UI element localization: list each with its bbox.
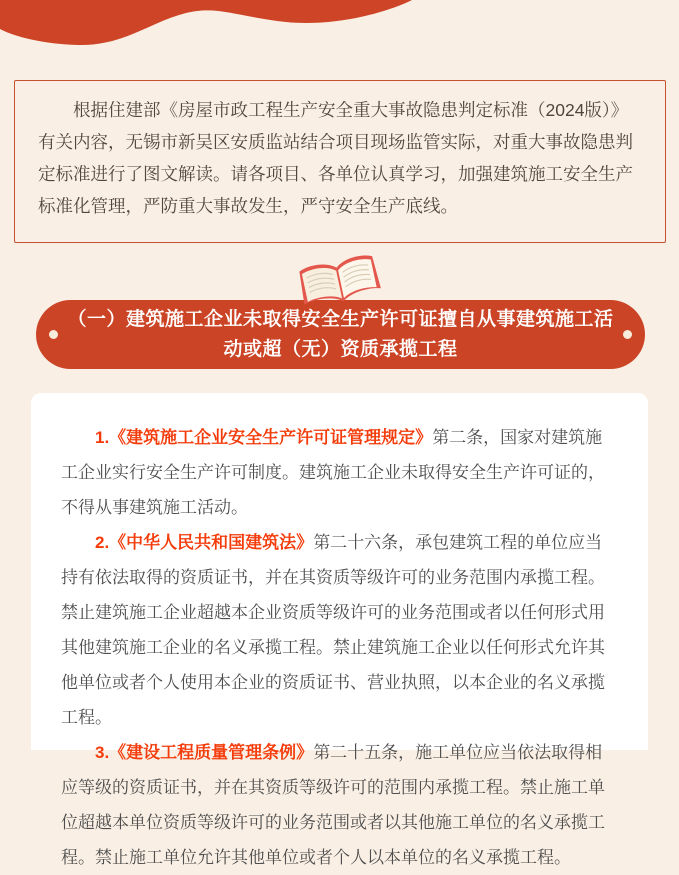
- banner-dot-left: [49, 330, 58, 339]
- section-title: （一）建筑施工企业未取得安全生产许可证擅自从事建筑施工活动或超（无）资质承揽工程: [67, 308, 614, 360]
- law-body-text: 第二条，国家对建筑施工企业实行安全生产许可制度。建筑施工企业未取得安全生产许可证的，不得从事建筑施工活动。: [61, 428, 605, 517]
- law-paragraph: [61, 735, 618, 875]
- law-body-text: 第二十六条，承包建筑工程的单位应当持有依法取得的资质证书，并在其资质等级许可的业务范围内承揽工程。禁止建筑施工企业超越本企业资质等级许可的业务范围或者以任何形式用其他建筑施工企业的名义承揽工程。禁止建筑施工企业以任何形式允许其他单位或者个人使用本企业的资质证书、营业执照，以本企业的名义承揽工程。: [61, 533, 605, 727]
- intro-text: 根据住建部《房屋市政工程生产安全重大事故隐患判定标准（2024版）》有关内容，无锡市新吴区安质监站结合项目现场监管实际，对重大事故隐患判定标准进行了图文解读。请各项目、各单位认真学习，加强建筑施工安全生产标准化管理，严防重大事故发生，严守安全生产底线。: [38, 100, 633, 216]
- law-ref-title: 2.《中华人民共和国建筑法》: [95, 533, 314, 552]
- law-body-text: 第二十五条，施工单位应当依法取得相应等级的资质证书，并在其资质等级许可的范围内承揽工程。禁止施工单位超越本单位资质等级许可的业务范围或者以其他施工单位的名义承揽工程。禁止施工单位允许其他单位或者个人以本单位的名义承揽工程。: [61, 743, 605, 867]
- law-paragraph: [61, 525, 618, 735]
- law-ref-title: 1.《建筑施工企业安全生产许可证管理规定》: [95, 428, 433, 447]
- intro-box: [14, 80, 666, 243]
- banner-dot-right: [623, 330, 632, 339]
- law-paragraph: [61, 420, 618, 525]
- law-ref-title: 3.《建设工程质量管理条例》: [95, 743, 314, 762]
- header-wave-shape: [0, 0, 679, 50]
- content-card: [31, 393, 648, 867]
- open-book-icon: [296, 254, 384, 312]
